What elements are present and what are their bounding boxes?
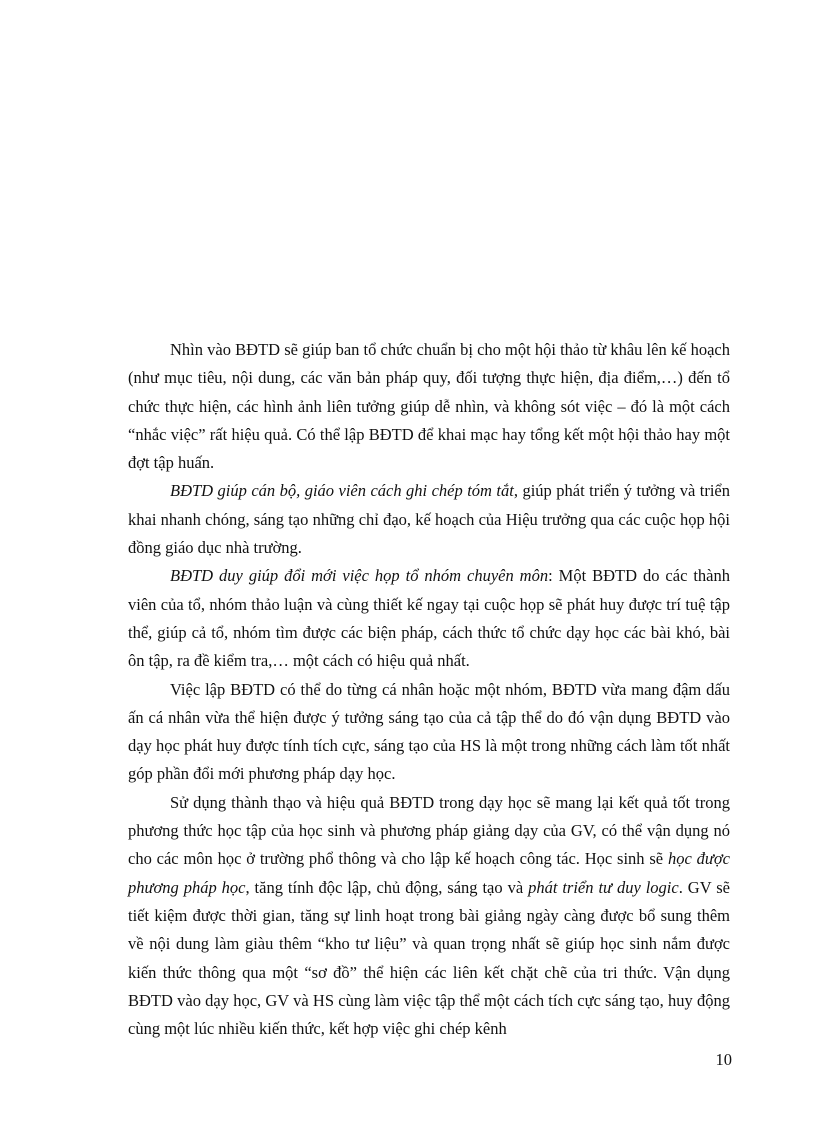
- italic-run: BĐTD duy giúp đổi mới việc họp tổ nhóm chuyên môn: [170, 566, 549, 586]
- paragraph: [128, 562, 730, 675]
- page-number: 10: [715, 1050, 732, 1069]
- text-run: , giúp phát triển ý tưởng và triển khai nhanh chóng, sáng tạo những chỉ đạo, kế hoạch của Hiệu trưởng qua các cuộc họp hội đồng giáo dục nhà trường.: [128, 481, 731, 558]
- paragraph: [128, 789, 730, 1044]
- text-run: , tăng tính độc lập, chủ động, sáng tạo và: [245, 877, 529, 897]
- text-run: Việc lập BĐTD có thể do từng cá nhân hoặc một nhóm, BĐTD vừa mang đậm dấu ấn cá nhân vừa thể hiện được ý tưởng sáng tạo của cả tập thể do đó vận dụng BĐTD vào dạy học phát huy được tính tích cực, sáng tạo của HS là một trong những cách làm tốt nhất góp phần đổi mới phương pháp dạy học.: [128, 679, 730, 784]
- italic-run: học được phương pháp học: [128, 849, 731, 897]
- italic-run: BĐTD giúp cán bộ, giáo viên cách ghi chép tóm tắt: [170, 481, 514, 501]
- text-run: Nhìn vào BĐTD sẽ giúp ban tổ chức chuẩn bị cho một hội thảo từ khâu lên kế hoạch (như mục tiêu, nội dung, các văn bản pháp quy, đối tượng thực hiện, địa điểm,…) đến tổ chức thực hiện, các hình ảnh liên tưởng giúp dễ nhìn, và không sót việc – đó là một cách “nhắc việc” rất hiệu quả. Có thể lập BĐTD để khai mạc hay tổng kết một hội thảo hay một đợt tập huấn.: [128, 340, 730, 473]
- text-run: . GV sẽ tiết kiệm được thời gian, tăng sự linh hoạt trong bài giảng ngày càng được bổ sung thêm về nội dung làm giàu thêm “kho tư liệu” và quan trọng nhất sẽ giúp học sinh nắm được kiến thức thông qua một “sơ đồ” thể hiện các liên kết chặt chẽ của tri thức. Vận dụng BĐTD vào dạy học, GV và HS cùng làm việc tập thể một cách tích cực sáng tạo, huy động cùng một lúc nhiều kiến thức, kết hợp việc ghi chép kênh: [128, 877, 730, 1039]
- paragraph: [128, 477, 730, 562]
- italic-run: phát triển tư duy logic: [528, 877, 679, 897]
- paragraph: [128, 336, 730, 477]
- text-run: Sử dụng thành thạo và hiệu quả BĐTD trong dạy học sẽ mang lại kết quả tốt trong phương thức học tập của học sinh và phương pháp giảng dạy của GV, có thể vận dụng nó cho các môn học ở trường phổ thông và cho lập kế hoạch công tác. Học sinh sẽ: [128, 792, 730, 869]
- paragraph: [128, 676, 730, 789]
- document-body: [128, 336, 730, 1043]
- text-run: : Một BĐTD do các thành viên của tổ, nhóm thảo luận và cùng thiết kế ngay tại cuộc họp sẽ phát huy được trí tuệ tập thể, giúp cả tổ, nhóm tìm được các biện pháp, cách thức tổ chức dạy học các bài khó, bài ôn tập, ra đề kiểm tra,… một cách có hiệu quả nhất.: [128, 566, 731, 671]
